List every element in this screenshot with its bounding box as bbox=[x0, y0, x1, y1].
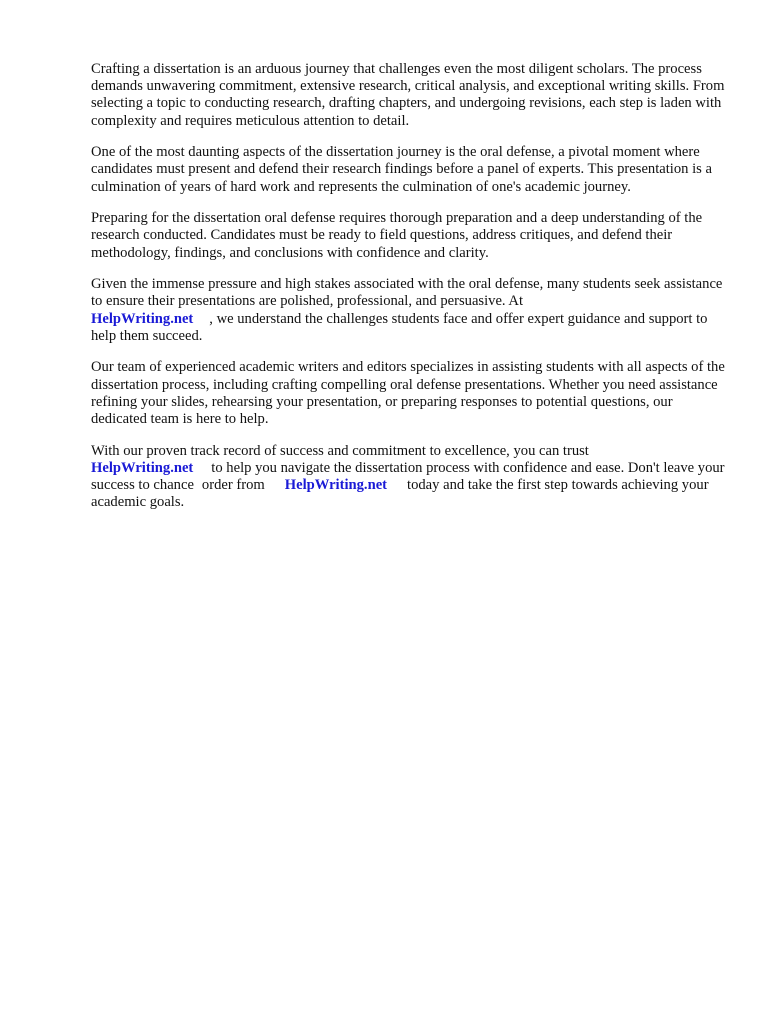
paragraph-assistance-text-before: Given the immense pressure and high stakes associated with the oral defense, many students seek assistance to ensure their presentations are polished, professional, and persuasive. At bbox=[91, 276, 723, 310]
paragraph-assistance-text-after: , we understand the challenges students face and offer expert guidance and support to help them succeed. bbox=[91, 310, 708, 344]
paragraph-closing bbox=[91, 443, 731, 512]
paragraph-closing-text-before: With our proven track record of success and commitment to excellence, you can trust bbox=[91, 442, 589, 459]
helpwriting-link-2[interactable]: HelpWriting.net bbox=[91, 459, 194, 476]
paragraph-closing-text-after: today and take the first step towards achieving your academic goals. bbox=[91, 477, 709, 511]
helpwriting-link-1[interactable]: HelpWriting.net bbox=[91, 310, 194, 327]
paragraph-oral-defense: One of the most daunting aspects of the dissertation journey is the oral defense, a pivotal moment where candidates must present and defend their research findings before a panel of experts. This presentation is a culmination of years of hard work and represents the culmination of one's academic journey. bbox=[91, 144, 712, 195]
helpwriting-link-3[interactable]: HelpWriting.net bbox=[284, 477, 388, 494]
paragraph-intro: Crafting a dissertation is an arduous journey that challenges even the most diligent scholars. The process demands unwavering commitment, extensive research, critical analysis, and exceptional writing skills. From selecting a topic to conducting research, drafting chapters, and undergoing revisions, each step is laden with complexity and requires meticulous attention to detail. bbox=[91, 61, 725, 129]
paragraph-preparation: Preparing for the dissertation oral defense requires thorough preparation and a deep understanding of the research conducted. Candidates must be ready to field questions, address critiques, and defend their methodology, findings, and conclusions with confidence and clarity. bbox=[91, 210, 703, 261]
paragraph-assistance bbox=[91, 276, 731, 345]
paragraph-closing-text-middle-2: order from bbox=[201, 477, 265, 494]
paragraph-closing-text-middle-1: to help you navigate the dissertation process with confidence and ease. Don't leave your success to chance bbox=[91, 459, 725, 494]
document-page bbox=[91, 61, 731, 526]
paragraph-team: Our team of experienced academic writers and editors specializes in assisting students with all aspects of the dissertation process, including crafting compelling oral defense presentations. Whether you need assistance refining your slides, rehearsing your presentation, or preparing responses to potential questions, our dedicated team is here to help. bbox=[91, 359, 725, 428]
